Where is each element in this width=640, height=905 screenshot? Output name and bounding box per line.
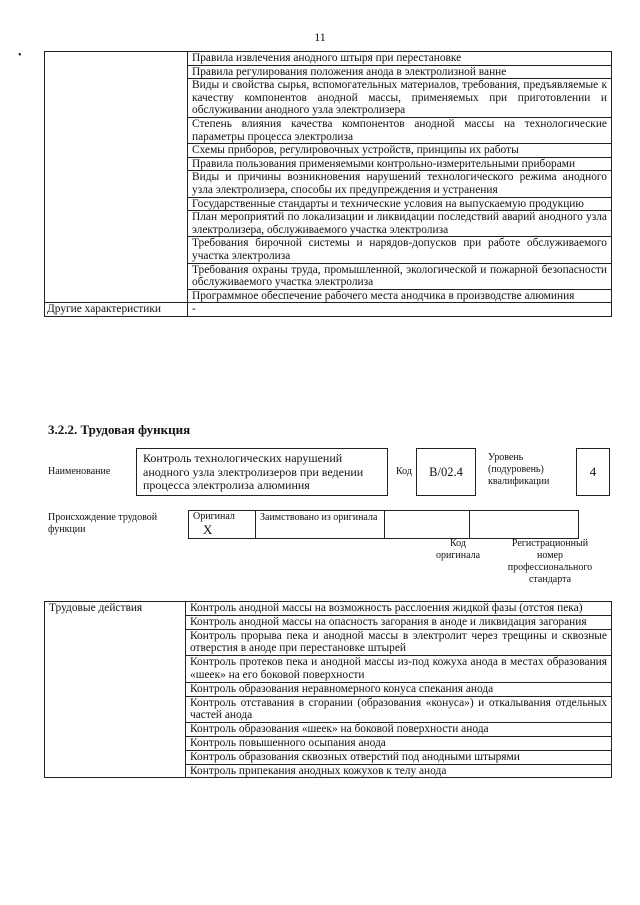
knowledge-item: Требования бирочной системы и нарядов-допусков при работе обслуживаемого участка электролиза (188, 237, 612, 263)
original-label: Оригинал (193, 511, 235, 522)
labor-action-item: Контроль протеков пека и анодной массы из-под кожуха анода в местах образования «шеек» на его боковой поверхности (186, 656, 612, 683)
origin-label: Происхождение трудовой функции (48, 512, 158, 535)
level-label: Уровень (подуровень) квалификации (488, 452, 550, 487)
function-name-box (136, 448, 388, 496)
other-characteristics-row (45, 303, 612, 317)
other-characteristics-value: - (188, 303, 612, 317)
labor-actions-table (44, 601, 612, 778)
code-box (416, 448, 476, 496)
function-name-value: Контроль технологических нарушений анодного узла электролизеров при ведении процесса электролиза алюминия (143, 451, 364, 492)
name-label: Наименование (48, 466, 111, 477)
borrowed-cell (256, 511, 385, 539)
scan-speck: • (18, 50, 22, 61)
knowledge-item: Правила регулирования положения анода в электролизной ванне (188, 65, 612, 79)
original-cell (189, 511, 256, 539)
code-value: B/02.4 (429, 464, 463, 479)
knowledge-item: Правила пользования применяемыми контрольно-измерительными приборами (188, 157, 612, 171)
labor-action-item: Контроль образования сквозных отверстий под анодными штырями (186, 750, 612, 764)
knowledge-row (45, 52, 612, 66)
level-box (576, 448, 610, 496)
origin-table (188, 510, 579, 539)
labor-action-item: Контроль образования «шеек» на боковой поверхности анода (186, 723, 612, 737)
origin-code-cell (385, 511, 470, 539)
knowledge-item: Правила извлечения анодного штыря при перестановке (188, 52, 612, 66)
knowledge-left-cell (45, 52, 188, 303)
knowledge-item: Государственные стандарты и технические условия на выпускаемую продукцию (188, 197, 612, 211)
borrowed-label: Заимствовано из оригинала (260, 512, 378, 523)
knowledge-item: Степень влияния качества компонентов анодной массы на технологические параметры процесса электролиза (188, 117, 612, 143)
labor-action-row (45, 602, 612, 616)
labor-action-item: Контроль анодной массы на опасность загорания в аноде и ликвидация загорания (186, 615, 612, 629)
knowledge-item: Виды и причины возникновения нарушений технологического режима анодного узла электролизера, способы их предупреждения и устранения (188, 171, 612, 197)
knowledge-table (44, 51, 612, 317)
code-caption: Код оригинала (435, 538, 481, 561)
page-number: 11 (314, 30, 326, 44)
knowledge-item: План мероприятий по локализации и ликвидации последствий аварий анодного узла электролизера, обслуживаемого участка электролиза (188, 211, 612, 237)
labor-action-item: Контроль повышенного осыпания анода (186, 736, 612, 750)
original-mark: X (203, 522, 213, 537)
labor-action-item: Контроль образования неравномерного конуса спекания анода (186, 682, 612, 696)
knowledge-item: Требования охраны труда, промышленной, экологической и пожарной безопасности обслуживаемого участка электролиза (188, 263, 612, 289)
section-title: 3.2.2. Трудовая функция (48, 422, 191, 437)
labor-action-item: Контроль анодной массы на возможность расслоения жидкой фазы (отстоя пека) (186, 602, 612, 616)
knowledge-item: Виды и свойства сырья, вспомогательных материалов, требования, предъявляемые к качеству компонентов анодной массы, применяемых при приготовлении и обслуживании анодного узла электролизера (188, 79, 612, 118)
labor-action-item: Контроль прорыва пека и анодной массы в электролит через трещины и сквозные отверстия в аноде при перестановке штырей (186, 629, 612, 656)
knowledge-item: Программное обеспечение рабочего места анодчика в производстве алюминия (188, 289, 612, 303)
labor-actions-label: Трудовые действия (45, 602, 186, 778)
reg-number-cell (470, 511, 579, 539)
labor-action-item: Контроль отставания в сгорании (образования «конуса») и откалывания отдельных частей анода (186, 696, 612, 723)
other-characteristics-label: Другие характеристики (45, 303, 188, 317)
code-label: Код (396, 466, 412, 477)
level-value: 4 (589, 464, 597, 479)
knowledge-item: Схемы приборов, регулировочных устройств, принципы их работы (188, 144, 612, 158)
labor-action-item: Контроль припекания анодных кожухов к телу анода (186, 764, 612, 778)
reg-caption: Регистрационный номер профессионального стандарта (507, 538, 593, 585)
